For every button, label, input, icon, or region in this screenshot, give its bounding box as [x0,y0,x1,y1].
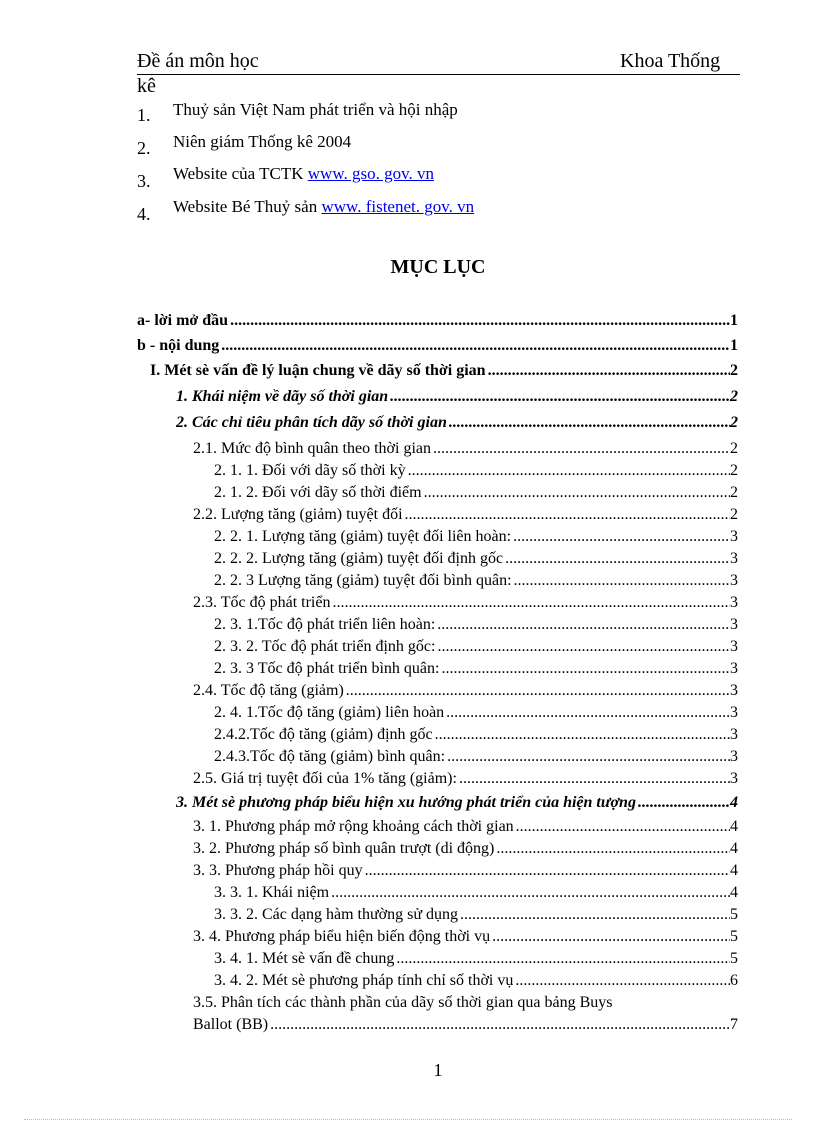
toc-entry[interactable] [214,614,738,636]
reference-number: 1. [137,105,151,125]
toc-entry-page: 2 [730,440,738,457]
reference-item [173,164,434,184]
toc-entry[interactable] [150,360,738,382]
reference-item [173,197,474,217]
toc-leader [433,724,730,746]
toc-entry-page: 2 [730,362,738,379]
toc-entry-page: 1 [730,337,738,354]
toc-entry[interactable] [214,702,738,724]
toc-entry-text: 1. Khái niệm về dãy số thời gian [176,388,389,405]
reference-link-fistenet[interactable]: www. fistenet. gov. vn [321,197,475,216]
toc-entry-page: 5 [730,906,738,923]
toc-leader [636,792,730,814]
toc-entry-text: 2. 2. 3 Lượng tăng (giảm) tuyệt đối bình quân: [214,572,512,589]
toc-entry-page: 6 [730,972,738,989]
toc-entry-text: I. Mét sè vấn đề lý luận chung về dãy số thời gian [150,362,486,379]
toc-entry-text: 2.2. Lượng tăng (giảm) tuyệt đối [193,506,403,523]
toc-entry-page: 2 [730,388,738,405]
toc-entry-page: 1 [730,312,738,329]
header-rule [137,74,740,75]
toc-entry[interactable] [214,970,738,992]
toc-entry-page: 3 [730,638,738,655]
toc-leader [486,360,730,382]
reference-link-gso[interactable]: www. gso. gov. vn [307,164,435,183]
toc-entry[interactable] [137,335,738,357]
toc-entry-page: 2 [730,414,738,431]
toc-leader [457,768,730,790]
toc-entry-text: b - nội dung [137,337,220,354]
toc-entry-page: 3 [730,726,738,743]
toc-leader [403,504,730,526]
reference-text: Thuỷ sản Việt Nam phát triển và hội nhập [173,100,458,119]
toc-entry-text: 3. 4. 1. Mét sè vấn đề chung [214,950,395,967]
header-left-title: Đề án môn học [137,50,259,72]
toc-leader [512,570,730,592]
toc-entry[interactable] [214,570,738,592]
toc-leader [494,838,730,860]
toc-entry-page: 4 [730,794,738,811]
toc-entry[interactable] [176,412,738,434]
toc-entry-page: 7 [730,1016,738,1033]
toc-entry-text: 3. 3. 2. Các dạng hàm thường sử dụng [214,906,458,923]
toc-leader [511,526,730,548]
toc-entry-text: 2. 3. 3 Tốc độ phát triển bình quân: [214,660,440,677]
toc-entry-page: 4 [730,840,738,857]
toc-entry-text: 2. 2. 1. Lượng tăng (giảm) tuyệt đối liên hoàn: [214,528,512,545]
header-right-title: Khoa Thống [620,50,721,72]
toc-leader [513,970,730,992]
toc-entry[interactable] [193,768,738,790]
toc-entry[interactable] [214,948,738,970]
toc-entry[interactable] [214,658,738,680]
reference-number: 4. [137,204,151,224]
toc-entry-page: 5 [730,928,738,945]
toc-entry-page: 2 [730,506,738,523]
reference-item [173,100,458,120]
toc-entry[interactable] [193,592,738,614]
toc-entry-page: 4 [730,884,738,901]
toc-entry-page: 4 [730,862,738,879]
toc-entry[interactable] [176,386,738,408]
toc-entry[interactable] [193,838,738,860]
toc-leader [219,335,730,357]
toc-leader [330,592,730,614]
toc-entry-text: 3. 4. 2. Mét sè phương pháp tính chỉ số thời vụ [214,972,514,989]
toc-entry[interactable] [214,636,738,658]
toc-entry-page: 4 [730,818,738,835]
toc-entry-text: 2.5. Giá trị tuyệt đối của 1% tăng (giảm): [193,770,457,787]
toc-entry-text: 3. Mét sè phương pháp biểu hiện xu hướng phát triển của hiện tượng [176,794,636,811]
toc-entry[interactable] [214,482,738,504]
toc-entry-text: 3. 4. Phương pháp biểu hiện biến động thời vụ [193,928,491,945]
toc-entry[interactable] [193,680,738,702]
toc-entry-text: 2. 3. 2. Tốc độ phát triển định gốc: [214,638,436,655]
toc-entry-text: 2. 4. 1.Tốc độ tăng (giảm) liên hoàn [214,704,445,721]
toc-title: MỤC LỤC [390,256,486,278]
toc-entry-text: 2.4. Tốc độ tăng (giảm) [193,682,344,699]
toc-entry-text: 2. Các chỉ tiêu phân tích dãy số thời gian [176,414,447,431]
toc-entry-page: 3 [730,770,738,787]
toc-entry-page: 3 [730,704,738,721]
toc-entry-page: 2 [730,462,738,479]
toc-entry[interactable] [193,438,738,460]
toc-entry-text: 3. 3. 1. Khái niệm [214,884,330,901]
toc-entry[interactable] [214,460,738,482]
toc-leader [435,636,730,658]
reference-text: Website của TCTK [173,164,308,183]
toc-entry-text: 3. 2. Phương pháp số bình quân trượt (di động) [193,840,495,857]
toc-leader [363,860,730,882]
toc-entry[interactable] [193,1014,738,1036]
toc-entry-page: 5 [730,950,738,967]
toc-entry-page: 3 [730,528,738,545]
toc-leader [490,926,730,948]
toc-leader [503,548,730,570]
reference-text: Website Bé Thuỷ sản [173,197,322,216]
toc-entry[interactable] [214,526,738,548]
page-number: 1 [433,1060,443,1080]
toc-entry-page: 3 [730,616,738,633]
toc-leader [268,1014,730,1036]
toc-entry-page: 2 [730,484,738,501]
toc-leader [435,614,730,636]
toc-entry[interactable] [214,904,738,926]
toc-entry[interactable] [176,792,738,814]
toc-entry[interactable] [214,746,738,768]
reference-item [173,132,351,152]
toc-leader [406,460,730,482]
toc-leader [444,702,730,724]
toc-leader [388,386,730,408]
toc-entry-page: 3 [730,550,738,567]
toc-entry-text: 2.4.2.Tốc độ tăng (giảm) định gốc [214,726,433,743]
reference-text: Niên giám Thống kê 2004 [173,132,352,151]
toc-entry-page: 3 [730,572,738,589]
toc-entry-page: 3 [730,748,738,765]
toc-entry-text: 3. 1. Phương pháp mở rộng khoảng cách thời gian [193,818,514,835]
toc-entry[interactable] [193,504,738,526]
toc-entry[interactable] [193,860,738,882]
toc-entry-text: 2.1. Mức độ bình quân theo thời gian [193,440,431,457]
footer-rule [24,1119,792,1120]
reference-number: 3. [137,171,151,191]
toc-leader [445,746,730,768]
toc-entry-text: 2. 1. 2. Đối với dãy số thời điểm [214,484,422,501]
toc-entry-text: 2. 2. 2. Lượng tăng (giảm) tuyệt đối định gốc [214,550,504,567]
toc-leader [329,882,730,904]
toc-leader [431,438,730,460]
toc-leader [514,816,730,838]
toc-entry-page: 3 [730,594,738,611]
toc-leader [344,680,730,702]
header-continuation: kê [137,75,156,97]
toc-entry[interactable] [214,548,738,570]
toc-entry[interactable] [193,816,738,838]
toc-leader [228,310,730,332]
toc-entry-page: 3 [730,682,738,699]
toc-entry-wrapped-text[interactable]: 3.5. Phân tích các thành phần của dãy số thời gian qua bảng Buys [193,994,613,1011]
toc-entry[interactable] [214,724,738,746]
toc-entry-text: Ballot (BB) [193,1016,269,1033]
toc-entry-text: 3. 3. Phương pháp hồi quy [193,862,363,879]
toc-leader [447,412,730,434]
toc-leader [439,658,730,680]
toc-entry-text: 2.3. Tốc độ phát triển [193,594,331,611]
toc-leader [458,904,730,926]
toc-entry-page: 3 [730,660,738,677]
toc-entry[interactable] [137,310,738,332]
toc-entry-text: 2. 3. 1.Tốc độ phát triển liên hoàn: [214,616,436,633]
toc-entry-text: 2. 1. 1. Đối với dãy số thời kỳ [214,462,406,479]
toc-entry[interactable] [214,882,738,904]
toc-entry-text: 2.4.3.Tốc độ tăng (giảm) bình quân: [214,748,446,765]
toc-entry-text: a- lời mở đầu [137,312,229,329]
toc-entry[interactable] [193,926,738,948]
toc-leader [394,948,730,970]
toc-leader [422,482,730,504]
reference-number: 2. [137,138,151,158]
